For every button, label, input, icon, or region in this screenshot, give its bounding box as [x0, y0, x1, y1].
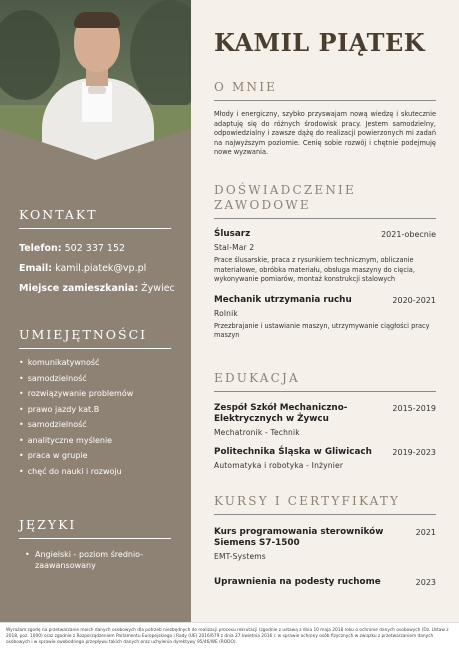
education-entry [214, 403, 436, 437]
list-item: • Angielski - poziom średnio-zaawansowany [29, 549, 171, 571]
course-title: Kurs programowania sterowników Siemens S7-1500 [214, 527, 384, 548]
about-heading: O MNIE [214, 80, 436, 101]
list-item: • samodzielność [19, 417, 171, 433]
skills-section [19, 327, 171, 479]
contact-heading: KONTAKT [19, 207, 171, 229]
list-item: • komunikatywność [19, 355, 171, 371]
contact-phone [19, 243, 171, 254]
school-name: Politechnika Śląska w Gliwicach [214, 447, 372, 457]
school-date: 2015-2019 [392, 404, 436, 413]
course-title: Uprawnienia na podesty ruchome [214, 577, 381, 587]
languages-section [19, 517, 171, 571]
about-text: Młody i energiczny, szybko przyswajam nową wiedzę i skutecznie adaptuję się do różnych środowisk pracy. Jestem samodzielny, odpowiedzialny i zawsze dążę do realizacji powierzonych mi zadań na najwyższym poziomie. Cenię sobie rozwój i chętnie podejmuję nowe wyzwania. [214, 110, 436, 157]
course-organizer: EMT-Systems [214, 552, 266, 561]
education-entry [214, 447, 436, 470]
gdpr-consent-clause: Wyrażam zgodę na przetwarzanie moich danych osobowych dla potrzeb niezbędnych do realizacji procesu rekrutacji (zgodnie z ustawą z dnia 10 maja 2018 roku o ochronie danych osobowych (Dz. Ustaw z 2018, poz. 1000) oraz zgodnie z Rozporządzeniem Parlamentu Europejskiego i Rady (UE) 2016/679 z dnia 27 kwietnia 2016 r. w sprawie ochrony osób fizycznych w związku z przetwarzaniem danych osobowych i w sprawie swobodnego przepływu takich danych oraz uchylenia dyrektywy 95/46/WE (RODO). [0, 622, 459, 654]
skills-heading: UMIEJĘTNOŚCI [19, 327, 171, 349]
residence-value: Żywiec [141, 283, 175, 294]
job-date: 2021-obecnie [381, 230, 436, 239]
languages-list [19, 549, 171, 571]
job-company: Stal-Mar 2 [214, 243, 255, 252]
school-name: Zespół Szkół Mechaniczno-Elektrycznych w Żywcu [214, 403, 348, 424]
job-date: 2020-2021 [392, 295, 436, 305]
list-item: • chęć do nauki i rozwoju [19, 464, 171, 480]
job-description: Przezbrajanie i ustawianie maszyn, utrzymywanie ciągłości pracy maszyn [214, 321, 430, 340]
courses-section [214, 494, 436, 588]
course-date: 2023 [415, 578, 436, 587]
job-company: Rolnik [214, 308, 238, 318]
sidebar [0, 0, 191, 622]
languages-heading: JĘZYKI [19, 517, 171, 539]
experience-heading: DOŚWIADCZENIE ZAWODOWE [214, 183, 436, 219]
list-item: • prawo jazdy kat.B [19, 402, 171, 418]
email-value: kamil.piatek@vp.pl [55, 263, 147, 274]
school-field: Mechatronik - Technik [214, 428, 300, 437]
course-date: 2021 [415, 528, 436, 537]
education-section [214, 371, 436, 470]
courses-heading: KURSY I CERTYFIKATY [214, 494, 436, 515]
job-title: Mechanik utrzymania ruchu [214, 294, 352, 305]
job-description: Prace ślusarskie, praca z rysunkiem technicznym, obliczanie materiałowe, obróbka materiału, obsługa maszyny do cięcia, wykonywanie pomiarów, montaż konstrukcji stalowych [214, 256, 415, 284]
education-heading: EDUKACJA [214, 371, 436, 392]
job-title: Ślusarz [214, 229, 251, 239]
school-date: 2019-2023 [392, 448, 436, 457]
contact-section [19, 207, 175, 294]
email-label: Email: [19, 263, 53, 274]
about-section [214, 80, 436, 158]
contact-email [19, 263, 171, 274]
phone-label: Telefon: [19, 243, 62, 254]
residence-label: Miejsce zamieszkania: [19, 283, 139, 294]
school-field: Automatyka i robotyka - Inżynier [214, 461, 344, 470]
phone-value: 502 337 152 [64, 243, 126, 254]
page-title: KAMIL PIĄTEK [214, 28, 426, 57]
experience-entry [214, 295, 436, 341]
course-entry [214, 573, 436, 588]
list-item: • analityczne myślenie [19, 433, 171, 449]
main-content [191, 0, 459, 622]
experience-entry [214, 229, 436, 285]
profile-photo [0, 0, 191, 160]
experience-section [214, 183, 436, 341]
skills-list [19, 355, 171, 479]
list-item: • samodzielność [19, 371, 171, 387]
list-item: • praca w grupie [19, 448, 171, 464]
list-item: • rozwiązywanie problemów [19, 386, 171, 402]
contact-residence [19, 283, 175, 294]
course-entry [214, 527, 436, 561]
